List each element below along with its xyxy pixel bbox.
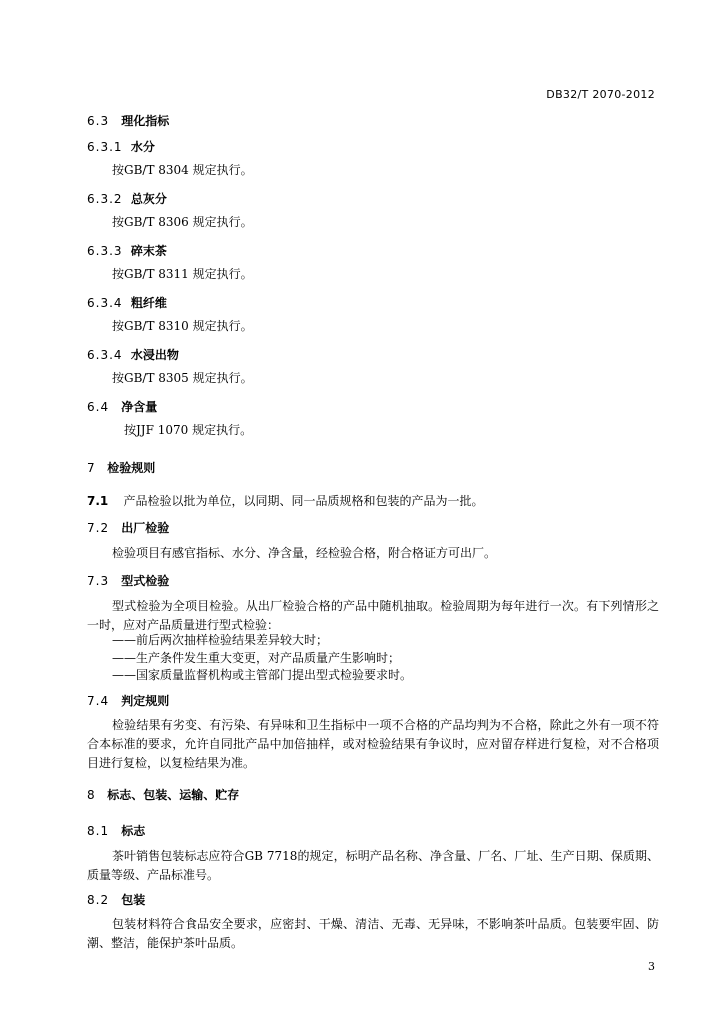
- section-number: 6.3.4: [87, 348, 123, 362]
- section-title: 标志: [121, 824, 146, 838]
- section-number: 6.3: [87, 114, 110, 128]
- paragraph-6-3-5: 按GB/T 8305 规定执行。: [112, 371, 253, 385]
- section-number: 8.2: [87, 893, 110, 907]
- heading-6-3-3: [87, 242, 167, 259]
- section-number: 6.3.2: [87, 192, 123, 206]
- section-number: 6.3.3: [87, 244, 123, 258]
- heading-8-2: [87, 891, 145, 908]
- paragraph-8-1: 茶叶销售包装标志应符合GB 7718的规定，标明产品名称、净含量、厂名、厂址、生产日期、保质期、质量等级、产品标准号。: [87, 849, 659, 882]
- section-title: 水浸出物: [130, 348, 179, 362]
- section-title: 碎末茶: [130, 244, 167, 258]
- heading-7-2: [87, 519, 169, 536]
- paragraph-6-3-4: 按GB/T 8310 规定执行。: [112, 319, 253, 333]
- heading-6-3-2: [87, 190, 167, 207]
- section-title: 出厂检验: [121, 521, 170, 535]
- section-number: 8: [87, 788, 96, 802]
- heading-6-3-5: [87, 346, 179, 363]
- paragraph-7-2: 检验项目有感官指标、水分、净含量，经检验合格，附合格证方可出厂。: [112, 546, 497, 560]
- section-title: 标志、包装、运输、贮存: [107, 788, 240, 802]
- paragraph-7-1: [87, 492, 659, 511]
- paragraph-6-3-2: 按GB/T 8306 规定执行。: [112, 215, 253, 229]
- section-number: 7: [87, 461, 96, 475]
- section-title: 总灰分: [130, 192, 167, 206]
- section-title: 粗纤维: [130, 296, 167, 310]
- section-number: 6.3.4: [87, 296, 123, 310]
- list-item: ——国家质量监督机构或主管部门提出型式检验要求时。: [112, 668, 413, 682]
- section-number: 7.4: [87, 694, 110, 708]
- heading-7: [87, 459, 155, 476]
- paragraph-6-4: 按JJF 1070 规定执行。: [124, 423, 253, 437]
- paragraph-7-3: 型式检验为全项目检验。从出厂检验合格的产品中随机抽取。检验周期为每年进行一次。有下列情形之一时，应对产品质量进行型式检验：: [87, 599, 659, 632]
- section-number: 8.1: [87, 824, 110, 838]
- heading-7-4: [87, 692, 169, 709]
- section-number: 7.2: [87, 521, 110, 535]
- heading-7-3: [87, 572, 169, 589]
- paragraph-7-4: 检验结果有劣变、有污染、有异味和卫生指标中一项不合格的产品均判为不合格，除此之外有一项不符合本标准的要求，允许自同批产品中加倍抽样，或对检验结果有争议时，应对留存样进行复检，对不合格项目进行复检，以复检结果为准。: [87, 718, 659, 770]
- page-number: 3: [648, 960, 655, 973]
- section-title: 理化指标: [121, 114, 170, 128]
- section-title: 净含量: [121, 400, 158, 414]
- list-item: ——生产条件发生重大变更，对产品质量产生影响时；: [112, 651, 401, 665]
- list-item: ——前后两次抽样检验结果差异较大时；: [112, 633, 329, 647]
- heading-8: [87, 786, 239, 803]
- section-number: 7.1: [87, 494, 109, 508]
- heading-8-1: [87, 822, 145, 839]
- section-title: 判定规则: [121, 694, 170, 708]
- section-number: 6.3.1: [87, 140, 123, 154]
- section-title: 检验规则: [107, 461, 156, 475]
- section-text: 产品检验以批为单位，以同期、同一品质规格和包装的产品为一批。: [123, 494, 484, 508]
- section-title: 水分: [130, 140, 155, 154]
- section-title: 包装: [121, 893, 146, 907]
- heading-6-3-4: [87, 294, 167, 311]
- heading-6-4: [87, 398, 157, 415]
- paragraph-8-2: 包装材料符合食品安全要求，应密封、干燥、清洁、无毒、无异味，不影响茶叶品质。包装要牢固、防潮、整洁，能保护茶叶品质。: [87, 917, 659, 950]
- document-code: DB32/T 2070-2012: [546, 88, 655, 101]
- paragraph-6-3-3: 按GB/T 8311 规定执行。: [112, 267, 253, 281]
- heading-6-3: [87, 112, 169, 129]
- section-number: 6.4: [87, 400, 110, 414]
- section-number: 7.3: [87, 574, 110, 588]
- paragraph-6-3-1: 按GB/T 8304 规定执行。: [112, 163, 253, 177]
- heading-6-3-1: [87, 138, 155, 155]
- section-title: 型式检验: [121, 574, 170, 588]
